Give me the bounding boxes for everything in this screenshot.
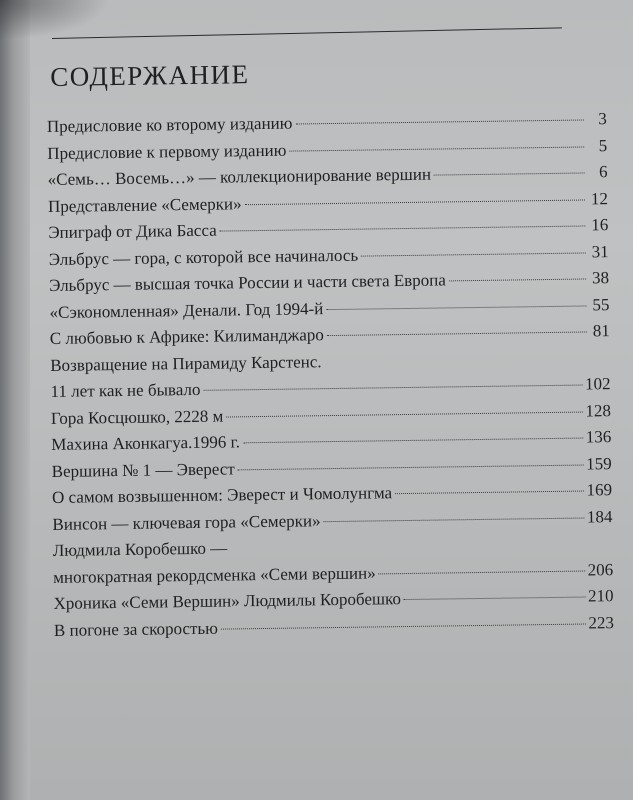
toc-entry-title: многократная рекордсменка «Семи вершин» (53, 562, 376, 587)
toc-entry-page: 5 (598, 135, 608, 155)
toc-entry-title: Людмила Коробешко — (52, 538, 228, 560)
toc-entry-page: 169 (586, 480, 613, 500)
toc-entry-title: Эльбрус — гора, с которой все начиналось (48, 245, 359, 269)
toc-entry-page: 16 (591, 215, 609, 235)
toc-entry-page: 102 (584, 374, 611, 394)
toc-entry-page: 136 (585, 427, 612, 447)
dot-leader (327, 331, 587, 336)
toc-entry-page: 38 (591, 268, 610, 288)
toc-entry-title: Эпиграф от Дика Басса (48, 220, 217, 242)
toc-entry-page: 55 (592, 294, 610, 314)
toc-entry-title: Хроника «Семи Вершин» Людмилы Коробешко (53, 589, 402, 613)
toc-entry-title: О самом возвышенном: Эверест и Чомолунгма (51, 483, 393, 507)
toc-entry-title: «Семь… Восемь…» — коллекционирование вершин (47, 164, 432, 189)
dot-leader (221, 623, 586, 629)
toc-entry-title: Махина Аконкагуа.1996 г. (51, 432, 241, 454)
toc-entry-title: «Сэкономленная» Денали. Год 1994-й (49, 298, 324, 322)
toc-entry-title: Вершина № 1 — Эверест (51, 458, 235, 481)
toc-entry-title: 11 лет как не бывало (50, 379, 201, 401)
dot-leader (220, 225, 586, 231)
toc-entry-page: 206 (587, 559, 614, 579)
dot-leader (238, 464, 583, 470)
toc-entry-page: 223 (588, 612, 615, 632)
dot-leader (226, 411, 582, 417)
toc-entry-title: Возвращение на Пирамиду Карстенс. (50, 351, 322, 375)
dot-leader (203, 385, 582, 391)
dot-leader (245, 199, 585, 205)
dot-leader (449, 278, 586, 281)
dot-leader (295, 119, 583, 124)
toc-entry-title: В погоне за скоростью (53, 618, 218, 640)
dot-leader (434, 172, 585, 175)
toc-entry-title: Предисловие ко второму изданию (46, 113, 293, 136)
dot-leader (243, 438, 583, 444)
dot-leader (289, 146, 584, 151)
toc-entry-page: 184 (586, 506, 613, 526)
toc-entry-page: 159 (586, 453, 612, 473)
dot-leader (326, 305, 586, 310)
corner-shadow (0, 0, 110, 40)
toc-entry-title: Представление «Семерки» (47, 193, 242, 216)
dot-leader (379, 570, 585, 574)
dot-leader (361, 252, 586, 256)
toc-entry-title: Винсон — ключевая гора «Семерки» (52, 510, 321, 534)
header-rule (52, 27, 562, 39)
toc-title: СОДЕРЖАНИЕ (49, 59, 250, 92)
table-of-contents (46, 54, 614, 647)
toc-entry-page: 210 (587, 586, 614, 606)
toc-entry-page: 128 (585, 400, 612, 421)
dot-leader (404, 597, 585, 601)
toc-entry-page: 31 (591, 241, 609, 261)
toc-entry-title: Предисловие к первому изданию (47, 140, 287, 163)
page-binding-shadow (0, 0, 30, 800)
toc-entry-page: 12 (590, 188, 609, 208)
toc-entry-title: Эльбрус — высшая точка России и части света Европа (48, 270, 446, 295)
toc-entry-page: 81 (592, 321, 610, 341)
dot-leader (324, 517, 584, 522)
dot-leader (395, 491, 583, 495)
toc-entry-title: Гора Косцюшко, 2228 м (50, 406, 224, 428)
toc-entry-page: 6 (598, 162, 608, 182)
toc-entry-title: С любовью к Африке: Килиманджаро (49, 325, 324, 348)
toc-entry-page: 3 (598, 109, 607, 129)
